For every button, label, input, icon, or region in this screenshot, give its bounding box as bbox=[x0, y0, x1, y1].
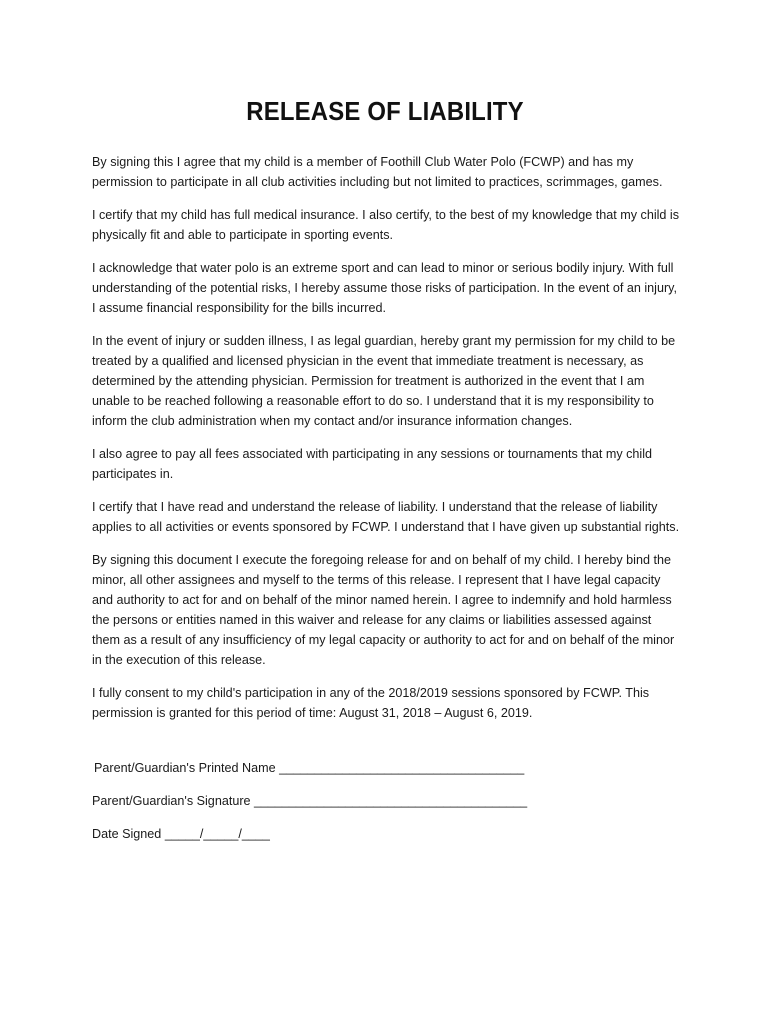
paragraph-insurance: I certify that my child has full medical insurance. I also certify, to the best of my knowledge that my child is physically fit and able to participate in sporting events. bbox=[92, 208, 680, 242]
paragraph-legal-capacity: By signing this document I execute the foregoing release for and on behalf of my child. I hereby bind the minor, all other assignees and myself to the terms of this release. I represent that I have legal capacity and authority to act for and on behalf of the minor named herein. I agree to indemnify and hold harmless the persons or entities named in this waiver and release for any claims or liabilities assessed against them as a result of any insufficiency of my legal capacity or authority to act for and on behalf of the minor in the execution of this release. bbox=[92, 553, 675, 667]
printed-name-field[interactable]: Parent/Guardian's Printed Name ___________________________________ bbox=[94, 761, 525, 775]
signature-block bbox=[92, 758, 692, 857]
paragraph-fees: I also agree to pay all fees associated with participating in any sessions or tournaments that my child participates in. bbox=[92, 447, 653, 481]
paragraph-membership: By signing this I agree that my child is a member of Foothill Club Water Polo (FCWP) and has my permission to participate in all club activities including but not limited to practices, scrimmages, games. bbox=[92, 155, 663, 189]
paragraph-consent-period: I fully consent to my child's participation in any of the 2018/2019 sessions sponsored by FCWP. This permission is granted for this period of time: August 31, 2018 – August 6, 2019. bbox=[92, 686, 650, 720]
paragraph-risk: I acknowledge that water polo is an extreme sport and can lead to minor or serious bodily injury. With full understanding of the potential risks, I hereby assume those risks of participation. In the event of an injury, I assume financial responsibility for the bills incurred. bbox=[92, 261, 678, 315]
date-signed-field[interactable]: Date Signed _____/_____/____ bbox=[92, 827, 270, 841]
paragraph-medical-treatment: In the event of injury or sudden illness, I as legal guardian, hereby grant my permission for my child to be treated by a qualified and licensed physician in the event that immediate treatment is necessary, as determined by the attending physician. Permission for treatment is authorized in the event that I am unable to be reached following a reasonable effort to do so. I understand that it is my responsibility to inform the club administration when my contact and/or insurance information changes. bbox=[92, 334, 676, 428]
document-body bbox=[92, 152, 682, 736]
page-title: RELEASE OF LIABILITY bbox=[246, 96, 524, 126]
signature-field[interactable]: Parent/Guardian's Signature _______________________________________ bbox=[92, 794, 528, 808]
paragraph-certification: I certify that I have read and understand the release of liability. I understand that the release of liability applies to all activities or events sponsored by FCWP. I understand that I have given up substantial rights. bbox=[92, 500, 680, 534]
